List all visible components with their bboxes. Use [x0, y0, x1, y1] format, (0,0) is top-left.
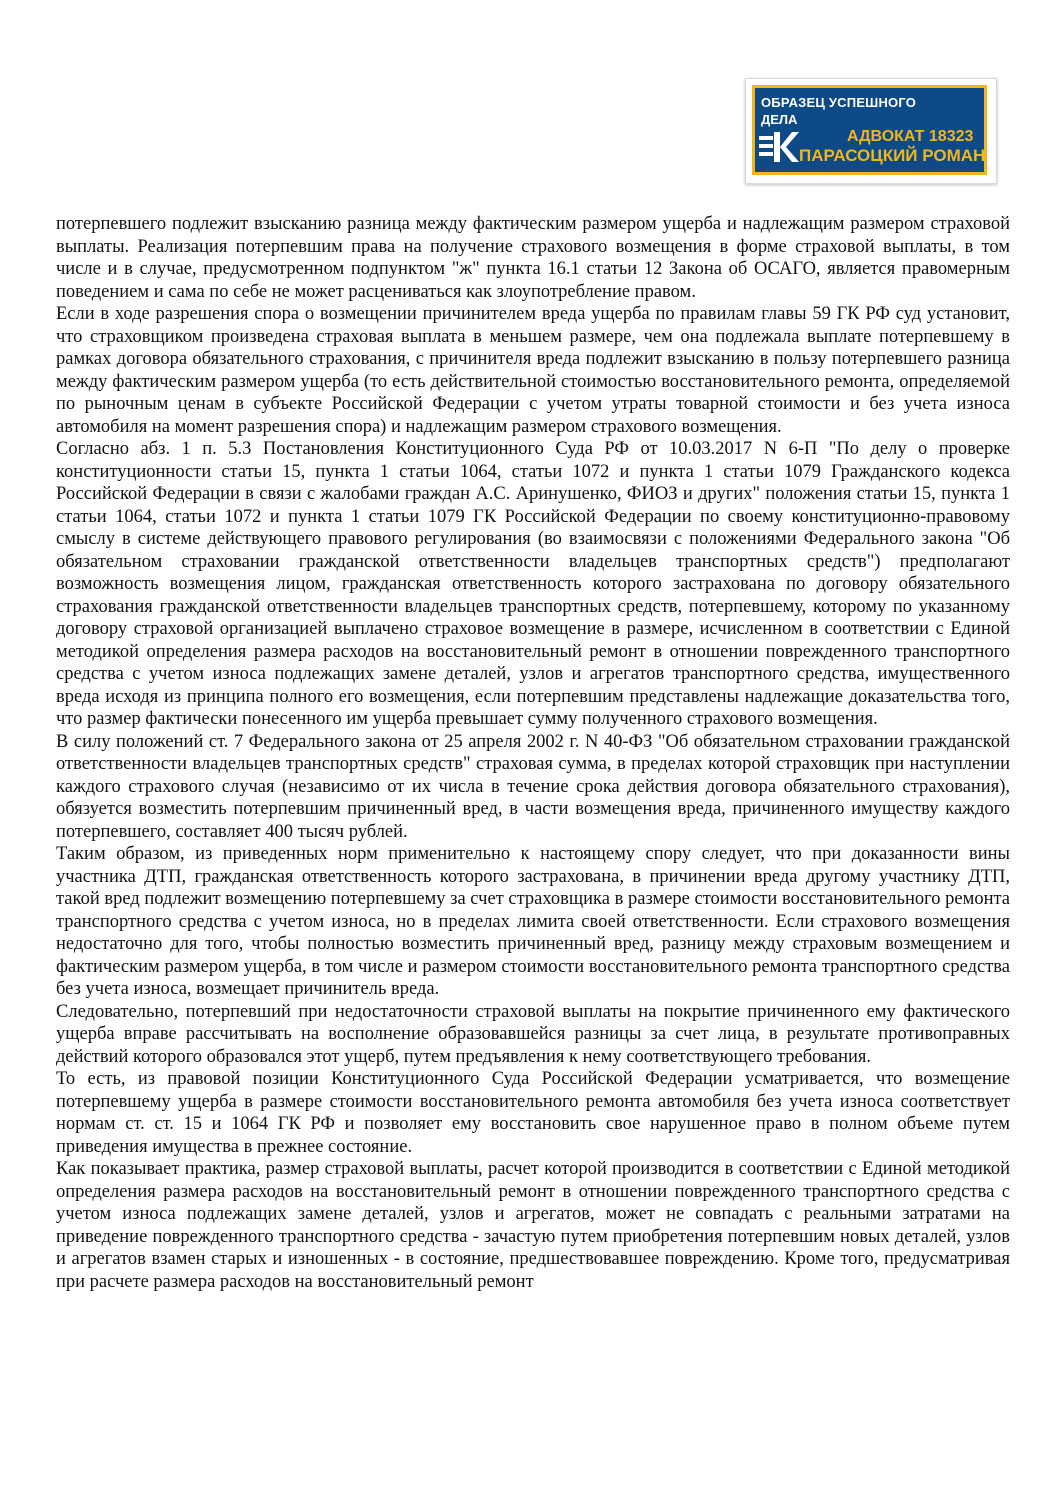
paragraph: Следовательно, потерпевший при недостаточности страховой выплаты на покрытие причиненного ему фактического ущерба вправе рассчитывать на восполнение образовавшейся разницы за счет лица, в результате противоправных действий которого образовался этот ущерб, путем предъявления к нему соответствующего требования. [56, 1001, 1010, 1067]
paragraph: потерпевшего подлежит взысканию разница между фактическим размером ущерба и надлежащим размером страховой выплаты. Реализация потерпевшим права на получение страхового возмещения в форме страховой выплаты, в том числе и в случае, предусмотренном подпунктом "ж" пункта 16.1 статьи 12 Закона об ОСАГО, является правомерным поведением и сама по себе не может расцениваться как злоупотребление правом. [56, 214, 1010, 302]
paragraph: Согласно абз. 1 п. 5.3 Постановления Конституционного Суда РФ от 10.03.2017 N 6-П "По делу о проверке конституционности статьи 15, пункта 1 статьи 1064, статьи 1072 и пункта 1 статьи 1079 Гражданского кодекса Российской Федерации в связи с жалобами граждан А.С. Аринушенко, ФИОЗ и других" положения статьи 15, пункта 1 статьи 1064, статьи 1072 и пункта 1 статьи 1079 ГК Российской Федерации по своему конституционно-правовому смыслу в системе действующего правового регулирования (во взаимосвязи с положениями Федерального закона "Об обязательном страховании гражданской ответственности владельцев транспортных средств") предполагают возможность возмещения лицом, гражданская ответственность которого застрахована по договору обязательного страхования гражданской ответственности владельцев транспортных средств, потерпевшему, которому по указанному договору страховой организацией выплачено страховое возмещение в размере, исчисленном в соответствии с Единой методикой определения размера расходов на восстановительный ремонт в отношении поврежденного транспортного средства с учетом износа подлежащих замене деталей, узлов и агрегатов транспортного средства, имущественного вреда исходя из принципа полного его возмещения, если потерпевшим представлены надлежащие доказательства того, что размер фактически понесенного им ущерба превышает сумму полученного страхового возмещения. [56, 439, 1010, 729]
badge-lawyer-id: АДВОКАТ 18323 [847, 128, 974, 145]
badge-caption-second-line: ДЕЛА [761, 112, 798, 127]
paragraph: То есть, из правовой позиции Конституционного Суда Российской Федерации усматривается, что возмещение потерпевшему ущерба в размере стоимости восстановительного ремонта автомобиля без учета износа соответствует нормам ст. ст. 15 и 1064 ГК РФ и позволяет ему восстановить свое нарушенное право в полном объеме путем приведения имущества в прежнее состояние. [56, 1069, 1010, 1157]
law-firm-logo-icon [759, 128, 799, 168]
document-body [56, 213, 1010, 1293]
paragraph: Если в ходе разрешения спора о возмещении причинителем вреда ущерба по правилам главы 59 ГК РФ суд установит, что страховщиком произведена страховая выплата в меньшем размере, чем она подлежала выплате потерпевшему в рамках договора обязательного страхования, с причинителя вреда подлежит взысканию в пользу потерпевшего разница между фактическим размером ущерба (то есть действительной стоимостью восстановительного ремонта, определяемой по рыночным ценам в субъекте Российской Федерации с учетом утраты товарной стоимости и без учета износа автомобиля на момент разрешения спора) и надлежащим размером страхового возмещения. [56, 304, 1010, 437]
paragraph: Таким образом, из приведенных норм применительно к настоящему спору следует, что при доказанности вины участника ДТП, гражданская ответственность которого застрахована, в причинении вреда другому участнику ДТП, такой вред подлежит возмещению потерпевшему за счет страховщика в размере стоимости восстановительного ремонта транспортного средства с учетом износа, но в пределах лимита своей ответственности. Если страхового возмещения недостаточно для того, чтобы полностью возместить причиненный вред, разницу между страховым возмещением и фактическим размером ущерба, в том числе и размером стоимости восстановительного ремонта транспортного средства без учета износа, возмещает причинитель вреда. [56, 844, 1010, 999]
law-firm-badge [745, 78, 997, 184]
badge-panel [752, 85, 987, 175]
badge-caption: ОБРАЗЕЦ УСПЕШНОГО [761, 95, 917, 110]
badge-lawyer-name: ПАРАСОЦКИЙ РОМАН [799, 146, 986, 165]
paragraph: Как показывает практика, размер страховой выплаты, расчет которой производится в соответствии с Единой методикой определения размера расходов на восстановительный ремонт в отношении поврежденного транспортного средства с учетом износа подлежащих замене деталей, узлов и агрегатов, может не совпадать с реальными затратами на приведение поврежденного транспортного средства - зачастую путем приобретения потерпевшим новых деталей, узлов и агрегатов взамен старых и изношенных - в состояние, предшествовавшее повреждению. Кроме того, предусматривая при расчете размера расходов на восстановительный ремонт [56, 1159, 1010, 1292]
paragraph: В силу положений ст. 7 Федерального закона от 25 апреля 2002 г. N 40-ФЗ "Об обязательном страховании гражданской ответственности владельцев транспортных средств" страховая сумма, в пределах которой страховщик при наступлении каждого страхового случая (независимо от их числа в течение срока действия договора обязательного страхования), обязуется возместить потерпевшим причиненный вред, в части возмещения вреда, причиненного имуществу каждого потерпевшего, составляет 400 тысяч рублей. [56, 731, 1010, 842]
